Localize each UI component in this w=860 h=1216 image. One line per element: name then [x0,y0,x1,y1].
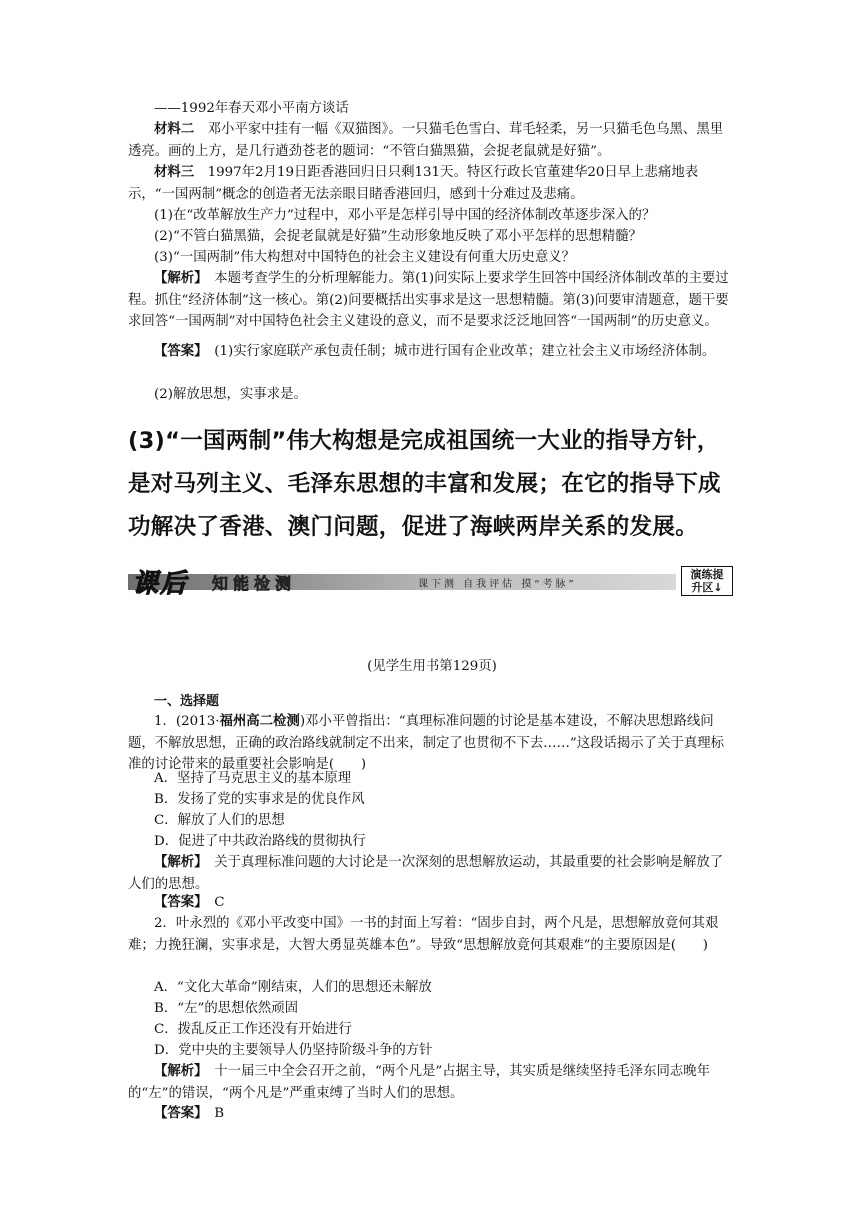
question-3: (3)“一国两制”伟大构想对中国特色的社会主义建设有何重大历史意义？ [154,250,575,265]
practice-zone-box [681,566,733,596]
material-3-label: 材料三 [154,164,195,180]
q2-stem: 2．叶永烈的《邓小平改变中国》一书的封面上写着：“固步自封，两个凡是，思想解放竟何其艰难；力挽狂澜，实事求是，大智大勇显英雄本色”。导致“思想解放竟何其艰难”的主要原因是( ) [128,916,719,953]
q1-option-b: B．发扬了党的实事求是的优良作风 [154,792,365,807]
material-3-text: 1997年2月19日距香港回归日只剩131天。特区行政长官董建华20日早上悲痛地表示，“一国两制”概念的创造者无法亲眼目睹香港回归，感到十分难过及悲痛。 [128,165,699,202]
banner-title-italic: 课后 [132,569,189,599]
banner-subtitle: 课下测 自我评估 摸“考脉” [418,579,577,590]
q1-option-d: D．促进了中共政治路线的贯彻执行 [154,834,366,849]
q2-answer-label: 【答案】 [154,1105,201,1121]
q2-option-d: D．党中央的主要领导人仍坚持阶级斗争的方针 [154,1043,433,1058]
answer-1-text: (1)实行家庭联产承包责任制；城市进行国有企业改革；建立社会主义市场经济体制。 [214,344,716,359]
section-title: 一、选择题 [154,694,220,709]
section-banner [128,566,736,599]
q2-option-c: C．拨乱反正工作还没有开始进行 [154,1022,352,1037]
q2-answer [128,1103,736,1125]
q2-option-a: A．“文化大革命”刚结束，人们的思想还未解放 [154,980,432,995]
q1-analysis [128,852,736,895]
q1-analysis-text: 关于真理标准问题的大讨论是一次深刻的思想解放运动，其最重要的社会影响是解放了人们的思想。 [128,855,724,892]
material-3 [128,162,736,205]
q1-answer [128,892,736,914]
box-line-1: 演练提 [690,568,724,581]
box-line-2: 升区↓ [691,581,723,594]
q1-option-a: A．坚持了马克思主义的基本原理 [154,771,352,786]
q1-stem-rest: )邓小平曾指出：“真理标准问题的讨论是基本建设，不解决思想路线问题，不解放思想，正确的政治路线就制定不出来，制定了也贯彻不下去……”这段话揭示了关于真理标准的讨论带来的最重要社会影响是( ) [128,714,725,772]
question-1: (1)在“改革解放生产力”过程中，邓小平是怎样引导中国的经济体制改革逐步深入的？ [154,208,656,223]
q2-answer-value: B [214,1106,225,1121]
banner-strip [128,574,676,590]
material-2-label: 材料二 [154,121,195,137]
q2-analysis-text: 十一届三中全会召开之前，“两个凡是”占据主导，其实质是继续坚持毛泽东同志晚年的“左”的错误，“两个凡是”严重束缚了当时人们的思想。 [128,1064,711,1101]
q2-analysis-label: 【解析】 [154,1063,201,1079]
q2-option-b: B．“左”的思想依然顽固 [154,1001,299,1016]
q2-analysis [128,1061,736,1104]
page-reference: (见学生用书第129页) [367,659,497,674]
q1-stem [128,711,736,776]
analysis-label: 【解析】 [154,270,201,286]
answer-2-text: (2)解放思想，实事求是。 [154,387,307,402]
banner-title-rest: 知能检测 [212,574,297,593]
q1-stem-source: 福州高二检测 [219,713,300,729]
analysis-block [128,268,736,333]
answer-label: 【答案】 [154,343,201,359]
material-2 [128,119,736,162]
material-2-text: 邓小平家中挂有一幅《双猫图》。一只猫毛色雪白、茸毛轻柔，另一只猫毛色乌黑、黑里透亮。画的上方，是几行遒劲苍老的题词：“不管白猫黑猫，会捉老鼠就是好猫”。 [128,122,724,159]
q1-answer-value: C [214,895,225,910]
q1-answer-label: 【答案】 [154,894,201,910]
q1-option-c: C．解放了人们的思想 [154,813,285,828]
analysis-text: 本题考查学生的分析理解能力。第(1)问实际上要求学生回答中国经济体制改革的主要过程。抓住“经济体制”这一核心。第(2)问要概括出实事求是这一思想精髓。第(3)问要审清题意，题干要求回答“一国两制”对中国特色社会主义建设的意义，而不是要求泛泛地回答“一国两制”的历史意义。 [128,271,729,329]
quote-source-text: ——1992年春天邓小平南方谈话 [154,101,349,116]
quote-source [128,98,736,120]
answer-block [128,341,736,363]
q1-analysis-label: 【解析】 [154,854,201,870]
big-answer-text: (3)“一国两制”伟大构想是完成祖国统一大业的指导方针，是对马列主义、毛泽东思想的丰富和发展；在它的指导下成功解决了香港、澳门问题，促进了海峡两岸关系的发展。 [128,428,721,540]
q1-stem-num: 1．(2013· [154,714,220,729]
question-2: (2)“不管白猫黑猫，会捉老鼠就是好猫”生动形象地反映了邓小平怎样的思想精髓？ [154,229,642,244]
